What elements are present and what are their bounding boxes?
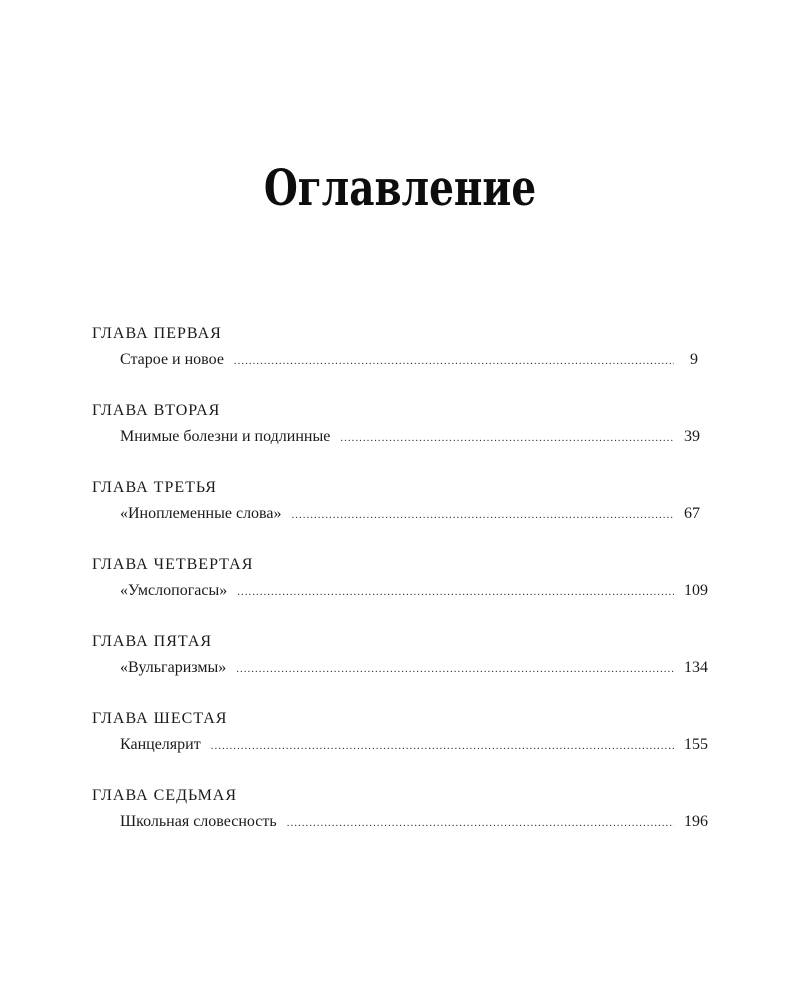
page-number: 155 bbox=[684, 736, 708, 753]
toc-entry[interactable] bbox=[120, 658, 708, 678]
page-number: 196 bbox=[684, 813, 708, 830]
chapter-heading: ГЛАВА ЧЕТВЕРТАЯ bbox=[92, 556, 254, 573]
toc-chapter-1 bbox=[92, 324, 698, 401]
toc-entry[interactable] bbox=[120, 735, 708, 755]
chapter-title: Канцелярит bbox=[120, 736, 201, 753]
page-number: 109 bbox=[684, 582, 708, 599]
chapter-heading: ГЛАВА ПЯТАЯ bbox=[92, 633, 213, 650]
toc-entry[interactable] bbox=[120, 350, 698, 370]
toc-entry[interactable] bbox=[120, 504, 698, 524]
page-number: 134 bbox=[684, 659, 708, 676]
toc-entry[interactable] bbox=[120, 812, 708, 832]
chapter-title: «Вульгаризмы» bbox=[120, 659, 227, 676]
page-number: 39 bbox=[684, 428, 700, 445]
chapter-heading: ГЛАВА СЕДЬМАЯ bbox=[92, 787, 238, 804]
dot-leader bbox=[292, 505, 675, 525]
dot-leader bbox=[211, 736, 674, 756]
chapter-title: Мнимые болезни и подлинные bbox=[120, 428, 331, 445]
chapter-heading: ГЛАВА ШЕСТАЯ bbox=[92, 710, 228, 727]
chapter-heading: ГЛАВА ВТОРАЯ bbox=[92, 402, 221, 419]
chapter-heading: ГЛАВА ПЕРВАЯ bbox=[92, 325, 222, 342]
dot-leader bbox=[340, 428, 674, 448]
toc-chapter-5 bbox=[92, 632, 708, 709]
page-number: 9 bbox=[690, 351, 698, 368]
chapter-title: «Умслопогасы» bbox=[120, 582, 228, 599]
dot-leader bbox=[234, 351, 674, 371]
toc-chapter-2 bbox=[92, 401, 698, 478]
page-title: Оглавление bbox=[263, 158, 537, 217]
chapter-title: «Иноплеменные слова» bbox=[120, 505, 282, 522]
dot-leader bbox=[236, 659, 674, 679]
chapter-title: Школьная словесность bbox=[120, 813, 277, 830]
toc-chapter-4 bbox=[92, 555, 708, 632]
toc-chapter-3 bbox=[92, 478, 698, 555]
table-of-contents bbox=[92, 324, 708, 863]
chapter-heading: ГЛАВА ТРЕТЬЯ bbox=[92, 479, 217, 496]
toc-chapter-6 bbox=[92, 709, 708, 786]
dot-leader bbox=[287, 813, 674, 833]
chapter-title: Старое и новое bbox=[120, 351, 224, 368]
toc-chapter-7 bbox=[92, 786, 708, 863]
toc-entry[interactable] bbox=[120, 581, 708, 601]
dot-leader bbox=[237, 582, 674, 602]
toc-entry[interactable] bbox=[120, 427, 698, 447]
page-number: 67 bbox=[684, 505, 700, 522]
